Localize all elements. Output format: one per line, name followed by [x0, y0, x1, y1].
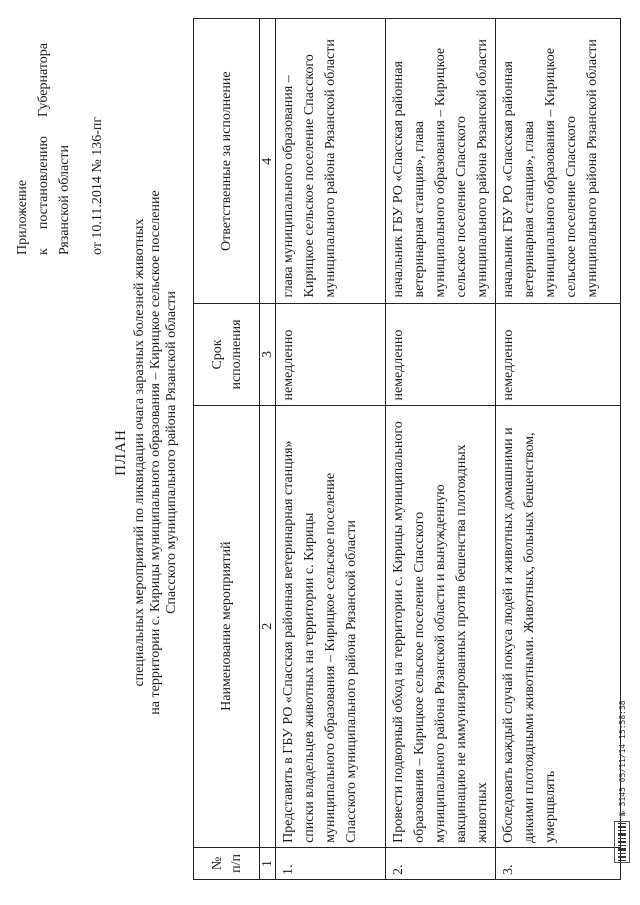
- plan-subtitle-1: специальных мероприятий по ликвидации очага заразных болезней животных: [132, 218, 147, 687]
- appendix-resolution: постановлению: [36, 136, 51, 230]
- row-responsible: начальник ГБУ РО «Спасская районная ветеринарная станция», глава муниципального образования – Кирицкое сельское поселение Спасского муниципального района Рязанской области: [496, 19, 621, 304]
- table-row: [496, 19, 621, 880]
- column-number: 3: [260, 304, 276, 405]
- appendix-governor: Губернатора: [36, 43, 51, 118]
- row-num: 2.: [386, 847, 496, 879]
- appendix-order-date: от 10.11.2014 № 136-пг: [90, 116, 105, 255]
- appendix-label: Приложение: [15, 179, 30, 255]
- header-term: Срок исполнения: [194, 304, 260, 405]
- column-number: 2: [260, 405, 276, 847]
- header-responsible: Ответственные за исполнение: [194, 19, 260, 304]
- header-activity: Наименование мероприятий: [194, 405, 260, 847]
- column-number: 1: [260, 847, 276, 879]
- registration-stamp: [614, 700, 630, 863]
- column-number: 4: [260, 19, 276, 304]
- table-header-row: [194, 19, 260, 880]
- plan-table: [193, 18, 621, 880]
- row-responsible: начальник ГБУ РО «Спасская районная ветеринарная станция», глава муниципального образования – Кирицкое сельское поселение Спасского муниципального района Рязанской области: [386, 19, 496, 304]
- row-activity: Представить в ГБУ РО «Спасская районная ветеринарная станция» списки владельцев животных на территории с. Кирицы муниципального образования – Кирицкое сельское поселение Спасского муниципального района Рязанской области: [276, 405, 386, 847]
- appendix-k: к: [36, 248, 51, 255]
- plan-subtitle-3: Спасского муниципального района Рязанской области: [164, 291, 179, 614]
- appendix-region: Рязанской области: [57, 144, 72, 255]
- row-responsible: глава муниципального образования – Кирицкое сельское поселение Спасского муниципального района Рязанской области: [276, 19, 386, 304]
- table-row: [276, 19, 386, 880]
- stamp-text: № 3145 05/11/14 15:58:38: [617, 700, 627, 816]
- plan-title: ПЛАН: [113, 429, 129, 476]
- row-num: 1.: [276, 847, 386, 879]
- appendix-resolution-line: [33, 43, 54, 255]
- plan-subtitle-2: на территории с. Кирицы муниципального образования – Кирицкое сельское поселение: [148, 190, 163, 715]
- column-number-row: [260, 19, 276, 880]
- row-activity: Обследовать каждый случай покуса людей и животных домашними и дикими плотоядными животными. Животных, больных бешенством, умерщвлять: [496, 405, 621, 847]
- table-row: [386, 19, 496, 880]
- row-term: немедленно: [386, 304, 496, 405]
- row-term: немедленно: [276, 304, 386, 405]
- row-num: 3.: [496, 847, 621, 879]
- barcode-icon: [614, 821, 630, 863]
- appendix-block: [12, 25, 108, 255]
- row-activity: Провести подворный обход на территории с. Кирицы муниципального образования – Кирицкое сельское поселение Спасского муниципального района Рязанской области и вынужденную вакцинацию не иммунизированных против бешенства плотоядных животных: [386, 405, 496, 847]
- header-num: № п/п: [194, 847, 260, 879]
- row-term: немедленно: [496, 304, 621, 405]
